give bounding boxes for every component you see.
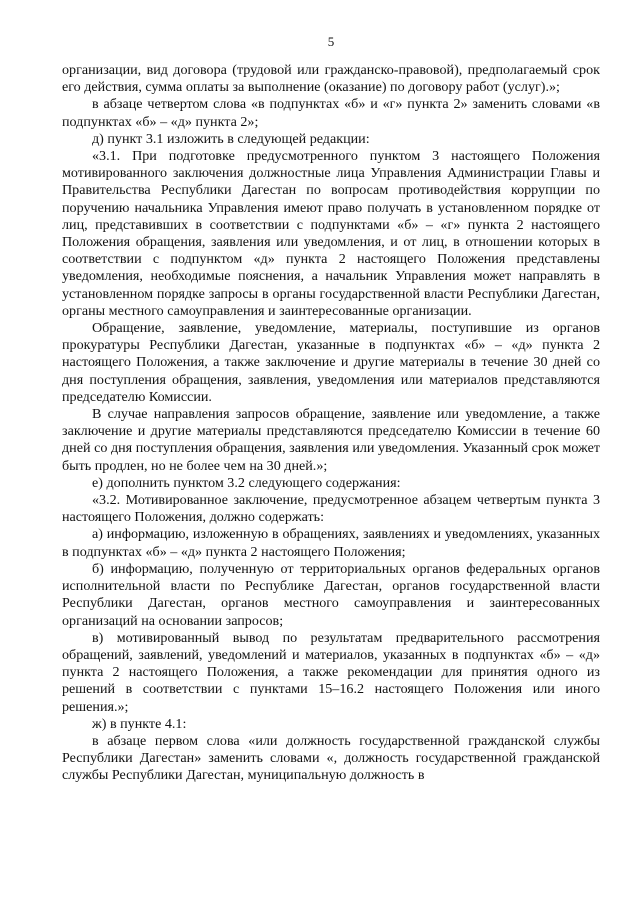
page-number: 5 — [327, 34, 335, 49]
paragraph-7: е) дополнить пунктом 3.2 следующего содержания: — [92, 474, 401, 491]
paragraph-11: в) мотивированный вывод по результатам предварительного рассмотрения обращений, заявлений, уведомлений и материалов, указанных в подпунктах «б» – «д» пункта 2 настоящего Положения, а также рекомендации для принятия одного из решений в соответствии с пунктами 15–16.2 настоящего Положения или иного решения.»; — [62, 629, 600, 715]
paragraph-5: Обращение, заявление, уведомление, материалы, поступившие из органов прокуратуры Республики Дагестан, указанные в подпунктах «б» – «д» пункта 2 настоящего Положения, а также заключение и другие материалы в течение 30 дней со дня поступления обращения, заявления, уведомления или материалов представляются председателю Комиссии. — [62, 320, 600, 405]
paragraph-2: в абзаце четвертом слова «в подпунктах «б» и «г» пункта 2» заменить словами «в подпунктах «б» – «д» пункта 2»; — [62, 96, 600, 130]
paragraph-8: «3.2. Мотивированное заключение, предусмотренное абзацем четвертым пункта 3 настоящего Положения, должно содержать: — [62, 492, 600, 526]
paragraph-10: б) информацию, полученную от территориальных органов федеральных органов исполнительной власти по Республике Дагестан, органов государственной власти Республики Дагестан, органов местного самоуправления и заинтересованных организаций на основании запросов; — [62, 560, 600, 629]
paragraph-12: ж) в пункте 4.1: — [92, 715, 187, 732]
paragraph-6: В случае направления запросов обращение, заявление или уведомление, а также заключение и другие материалы представляются председателю Комиссии в течение 60 дней со дня поступления обращения, заявления или уведомления. Указанный срок может быть продлен, но не более чем на 30 дней.»; — [62, 406, 600, 474]
paragraph-9: а) информацию, изложенную в обращениях, заявлениях и уведомлениях, указанных в подпунктах «б» – «д» пункта 2 настоящего Положения; — [62, 526, 600, 560]
paragraph-4: «3.1. При подготовке предусмотренного пунктом 3 настоящего Положения мотивированного заключения должностные лица Управления Администрации Главы и Правительства Республики Дагестан по вопросам противодействия коррупции по поручению начальника Управления имеют право получать в установленном порядке от лиц, представивших в соответствии с подпунктами «б» – «г» пункта 2 настоящего Положения обращения, заявления или уведомления, и от лиц, в отношении которых в соответствии с подпунктом «д» пункта 2 настоящего Положения представлены уведомления, необходимые пояснения, а начальник Управления может направлять в установленном порядке запросы в органы государственной власти Республики Дагестан, органы местного самоуправления и заинтересованные организации. — [62, 148, 600, 319]
paragraph-3: д) пункт 3.1 изложить в следующей редакции: — [92, 130, 370, 147]
document-body — [62, 62, 600, 785]
paragraph-13: в абзаце первом слова «или должность государственной гражданской службы Республики Дагестан» заменить словами «, должность государственной гражданской службы Республики Дагестан, муниципальную должность в — [62, 732, 600, 784]
paragraph-1: организации, вид договора (трудовой или гражданско-правовой), предполагаемый срок его действия, сумма оплаты за выполнение (оказание) по договору работ (услуг).»; — [62, 62, 600, 96]
